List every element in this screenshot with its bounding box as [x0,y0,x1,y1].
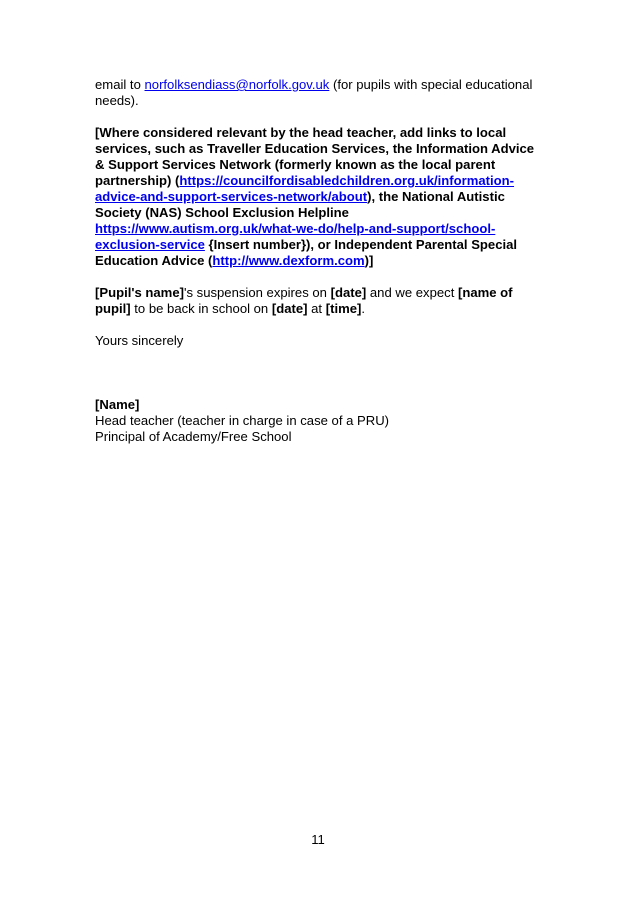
name-of-pupil-placeholder: [name of pupil] [95,285,513,316]
letter-body [95,77,545,445]
expiry-text: 's suspension expires on [183,285,331,300]
signatory-title-line2: Principal of Academy/Free School [95,429,292,444]
at-text: at [307,301,326,316]
sendiass-email-link[interactable]: norfolksendiass@norfolk.gov.uk [144,77,330,92]
council-disabled-children-link[interactable]: https://councilfordisabledchildren.org.uk/information-advice-and-support-services-network/about [95,173,515,204]
nas-text: ), the National Autistic Society (NAS) School Exclusion Helpline [95,189,505,220]
dexform-link[interactable]: http://www.dexform.com [212,253,365,268]
signatory-name: [Name] [95,397,140,412]
suspension-expiry-paragraph [95,285,545,317]
text-email-to: email to [95,77,145,92]
local-services-text: [Where considered relevant by the head teacher, add links to local services, such as Traveller Education Services, the Information Advice & Support Services Network (formerly known as the local parent partnership) ( [95,125,535,188]
signatory-title-line1: Head teacher (teacher in charge in case of a PRU) [95,413,390,428]
closing-bracket-text: )] [364,253,374,268]
autism-org-link[interactable]: https://www.autism.org.uk/what-we-do/help-and-support/school-exclusion-service [95,221,496,252]
return-date-placeholder: [date] [271,301,308,316]
back-in-school-text: to be back in school on [130,301,272,316]
pupil-name-placeholder: [Pupil's name] [95,285,184,300]
local-services-paragraph [95,125,545,269]
ipsea-text: {Insert number}), or Independent Parental Special Education Advice ( [95,237,518,268]
period-text: . [361,301,366,316]
closing-salutation: Yours sincerely [95,333,184,348]
page-number: 11 [311,832,325,847]
expiry-date-placeholder: [date] [330,285,367,300]
expect-text: and we expect [366,285,458,300]
text-special-needs: (for pupils with special educational needs). [95,77,533,108]
time-placeholder: [time] [325,301,362,316]
sendiass-paragraph [95,77,545,109]
